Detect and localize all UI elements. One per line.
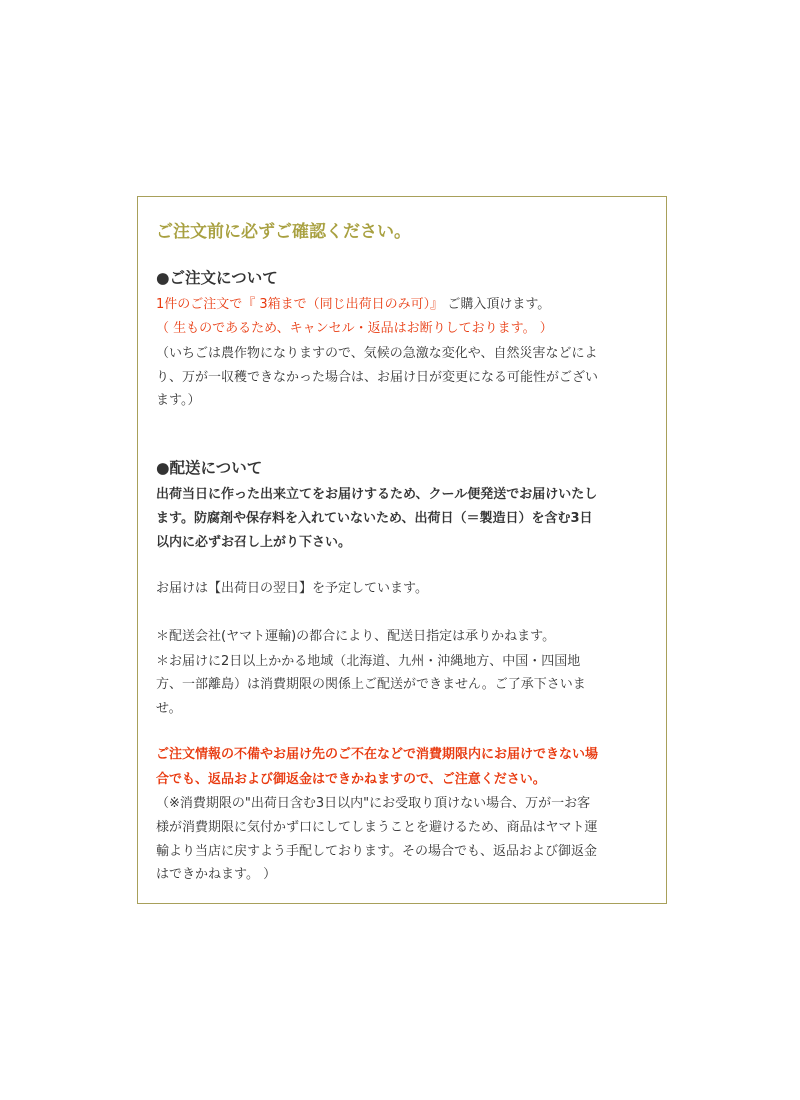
harvest-note-line3: ます。） xyxy=(156,393,201,408)
harvest-note-line1: （いちごは農作物になりますので、気候の急激な変化や、自然災害などによ xyxy=(156,346,598,361)
order-limit-suffix: ご購入頂けます。 xyxy=(443,297,551,312)
return-detail-line3: 輸より当店に戻すよう手配しております。その場合でも、返品および御返金 xyxy=(156,844,597,859)
return-detail-line4: はできかねます。 ） xyxy=(156,867,277,882)
return-detail-line1: （※消費期限の"出荷日含む3日以内"にお受取り頂けない場合、万が一お客 xyxy=(156,796,591,811)
return-detail-line2: 様が消費期限に気付かず口にしてしまうことを避けるため、商品はヤマト運 xyxy=(156,820,598,835)
freshness-line1: 出荷当日に作った出来立てをお届けするため、クール便発送でお届けいたし xyxy=(156,487,598,502)
notice-box xyxy=(137,196,667,904)
delivery-section-title: ●配送について xyxy=(156,459,263,477)
no-refund-warning-line2: 合でも、返品および御返金はできかねますので、ご注意ください。 xyxy=(156,772,546,787)
delivery-schedule: お届けは【出荷日の翌日】を予定しています。 xyxy=(156,581,428,596)
notice-heading: ご注文前に必ずご確認ください。 xyxy=(156,222,411,242)
freshness-line2: ます。防腐剤や保存料を入れていないため、出荷日（＝製造日）を含む3日 xyxy=(156,511,593,526)
order-limit-text: 1件のご注文で『 3箱まで（同じ出荷日のみ可）』 xyxy=(156,297,444,312)
region-note-line1: ＊お届けに2日以上かかる地域（北海道、九州・沖縄地方、中国・四国地 xyxy=(156,654,581,669)
order-section-title: ●ご注文について xyxy=(156,269,278,287)
order-limit-line xyxy=(156,293,652,317)
no-refund-warning-line1: ご注文情報の不備やお届け先のご不在などで消費期限内にお届けできない場 xyxy=(156,747,599,762)
harvest-note-line2: り、万が一収穫できなかった場合は、お届け日が変更になる可能性がござい xyxy=(156,370,599,385)
no-cancel-note: （ 生ものであるため、キャンセル・返品はお断りしております。 ） xyxy=(156,321,553,336)
region-note-line2: 方、一部離島）は消費期限の関係上ご配送ができません。ご了承下さいま xyxy=(156,677,586,692)
freshness-line3: 以内に必ずお召し上がり下さい。 xyxy=(156,535,352,550)
no-date-designation-note: ＊配送会社(ヤマト運輸)の都合により、配送日指定は承りかねます。 xyxy=(156,629,556,644)
region-note-line3: せ。 xyxy=(156,701,182,716)
